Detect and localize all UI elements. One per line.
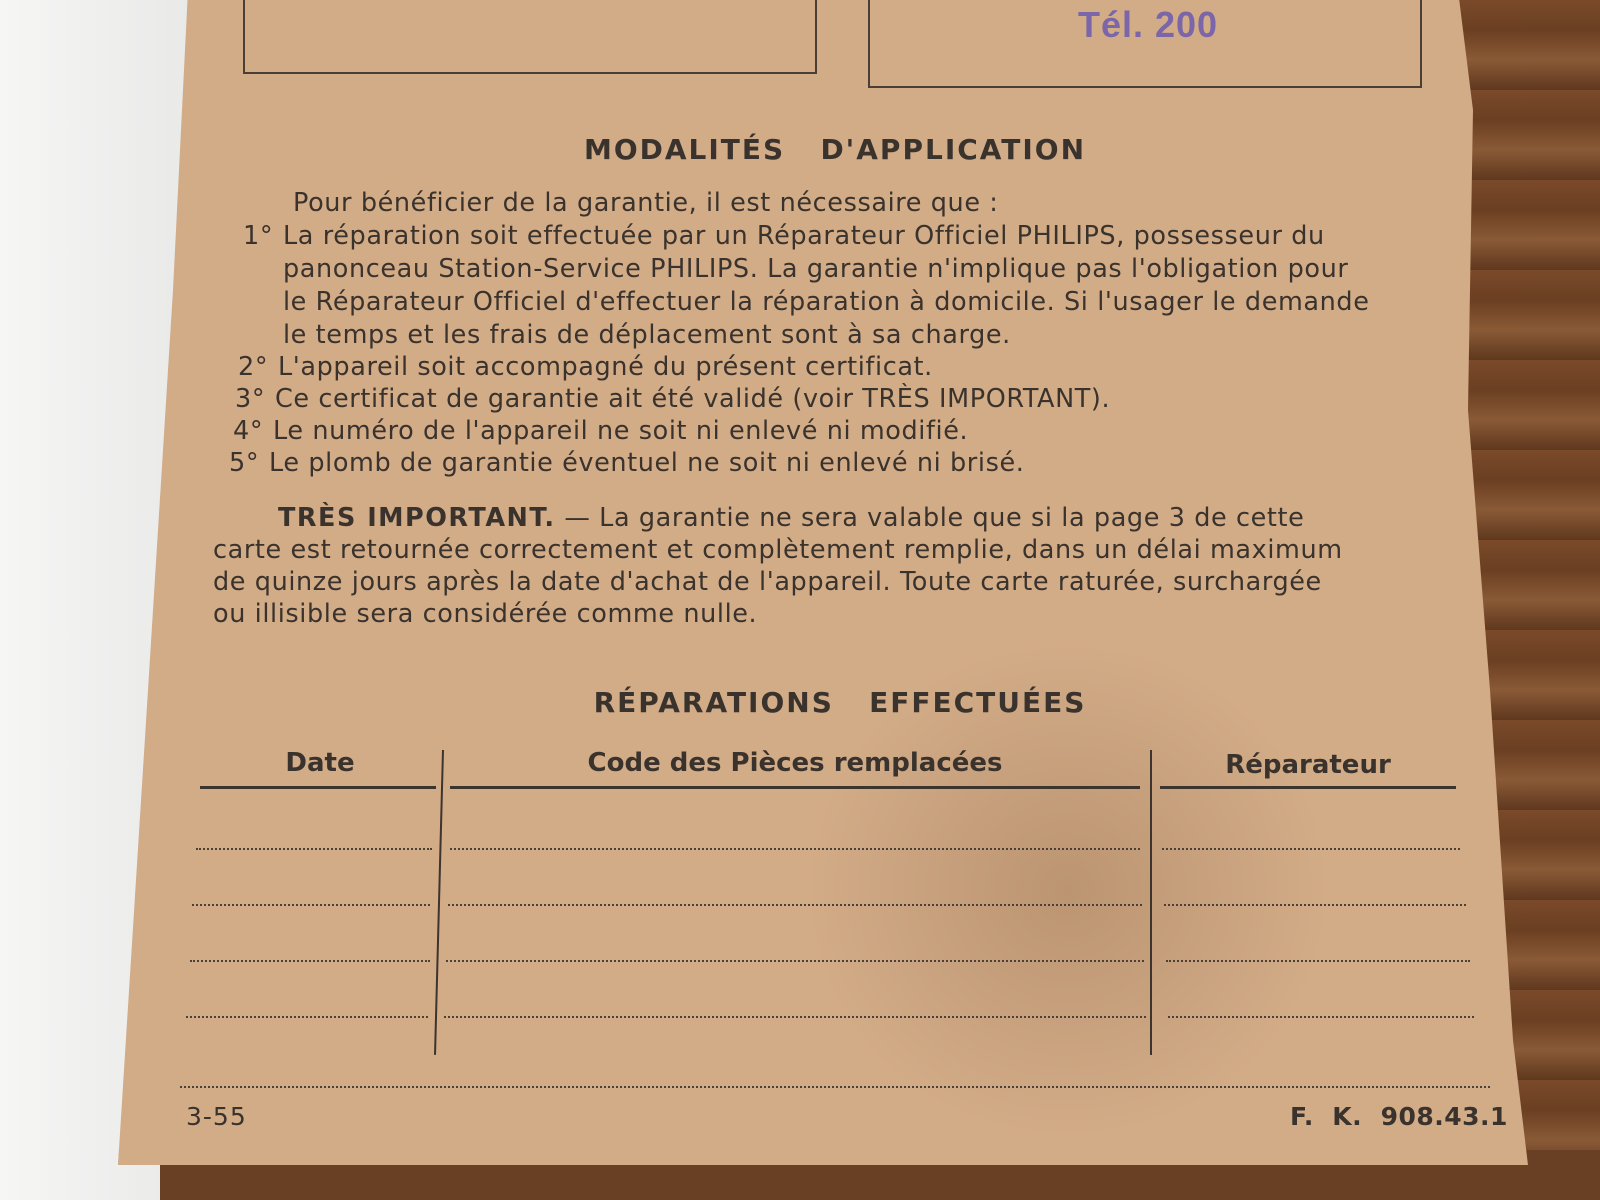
important-line-2: carte est retournée correctement et complètement remplie, dans un délai maximum (213, 535, 1343, 565)
important-line-4: ou illisible sera considérée comme nulle. (213, 599, 758, 629)
column-header-reparateur: Réparateur (1225, 750, 1391, 780)
footer-code-right: F. K. 908.43.1 (1290, 1102, 1508, 1131)
condition-3-number: 3° (235, 384, 266, 414)
modalites-heading: MODALITÉS D'APPLICATION (583, 133, 1087, 166)
important-paragraph (213, 502, 1343, 630)
header-rule-reparateur (1160, 786, 1456, 789)
condition-1-line-2: panonceau Station-Service PHILIPS. La garantie n'implique pas l'obligation pour (283, 254, 1349, 284)
table-row-1-code[interactable] (450, 848, 1140, 850)
header-rule-date (200, 786, 436, 789)
important-line-1: — La garantie ne sera valable que si la page 3 de cette (555, 503, 1305, 533)
table-row-2-reparateur[interactable] (1164, 904, 1466, 906)
table-row-3-date[interactable] (190, 960, 430, 962)
important-line-3: de quinze jours après la date d'achat de l'appareil. Toute carte raturée, surchargée (213, 567, 1322, 597)
table-row-4-reparateur[interactable] (1168, 1016, 1474, 1018)
condition-4-text: Le numéro de l'appareil ne soit ni enlevé ni modifié. (273, 416, 969, 446)
table-row-2-code[interactable] (448, 904, 1142, 906)
table-row-4-date[interactable] (186, 1016, 428, 1018)
top-left-box (243, 0, 817, 74)
reparations-heading: RÉPARATIONS EFFECTUÉES (593, 686, 1087, 719)
header-rule-code (450, 786, 1140, 789)
bottom-rule (180, 1086, 1490, 1088)
condition-1-line-3: le Réparateur Officiel d'effectuer la réparation à domicile. Si l'usager le demande (283, 287, 1370, 317)
table-row-4-code[interactable] (444, 1016, 1146, 1018)
condition-3 (235, 384, 1110, 414)
table-row-3-code[interactable] (446, 960, 1144, 962)
important-label: TRÈS IMPORTANT. (278, 503, 556, 533)
phone-number: Tél. 200 (1078, 4, 1219, 45)
condition-2 (238, 352, 933, 382)
condition-4-number: 4° (233, 416, 264, 446)
condition-1 (243, 220, 1369, 352)
modalites-intro: Pour bénéficier de la garantie, il est nécessaire que : (293, 188, 999, 218)
condition-5-number: 5° (229, 448, 260, 478)
condition-2-number: 2° (238, 352, 269, 382)
condition-1-line-4: le temps et les frais de déplacement sont à sa charge. (283, 320, 1011, 350)
table-row-3-reparateur[interactable] (1166, 960, 1470, 962)
footer-code-left: 3-55 (186, 1102, 247, 1131)
condition-4 (233, 416, 968, 446)
condition-5 (229, 448, 1024, 478)
condition-3-text: Ce certificat de garantie ait été validé (voir TRÈS IMPORTANT). (275, 384, 1111, 414)
column-header-date: Date (285, 748, 355, 778)
table-row-1-date[interactable] (196, 848, 432, 850)
condition-2-text: L'appareil soit accompagné du présent certificat. (278, 352, 933, 382)
table-row-2-date[interactable] (192, 904, 430, 906)
table-row-1-reparateur[interactable] (1162, 848, 1460, 850)
condition-1-number: 1° (243, 221, 274, 251)
condition-5-text: Le plomb de garantie éventuel ne soit ni enlevé ni brisé. (269, 448, 1025, 478)
column-separator-2 (1150, 750, 1152, 1055)
condition-1-line-1: La réparation soit effectuée par un Réparateur Officiel PHILIPS, possesseur du (283, 221, 1325, 251)
column-header-code-pieces: Code des Pièces remplacées (587, 748, 1003, 778)
